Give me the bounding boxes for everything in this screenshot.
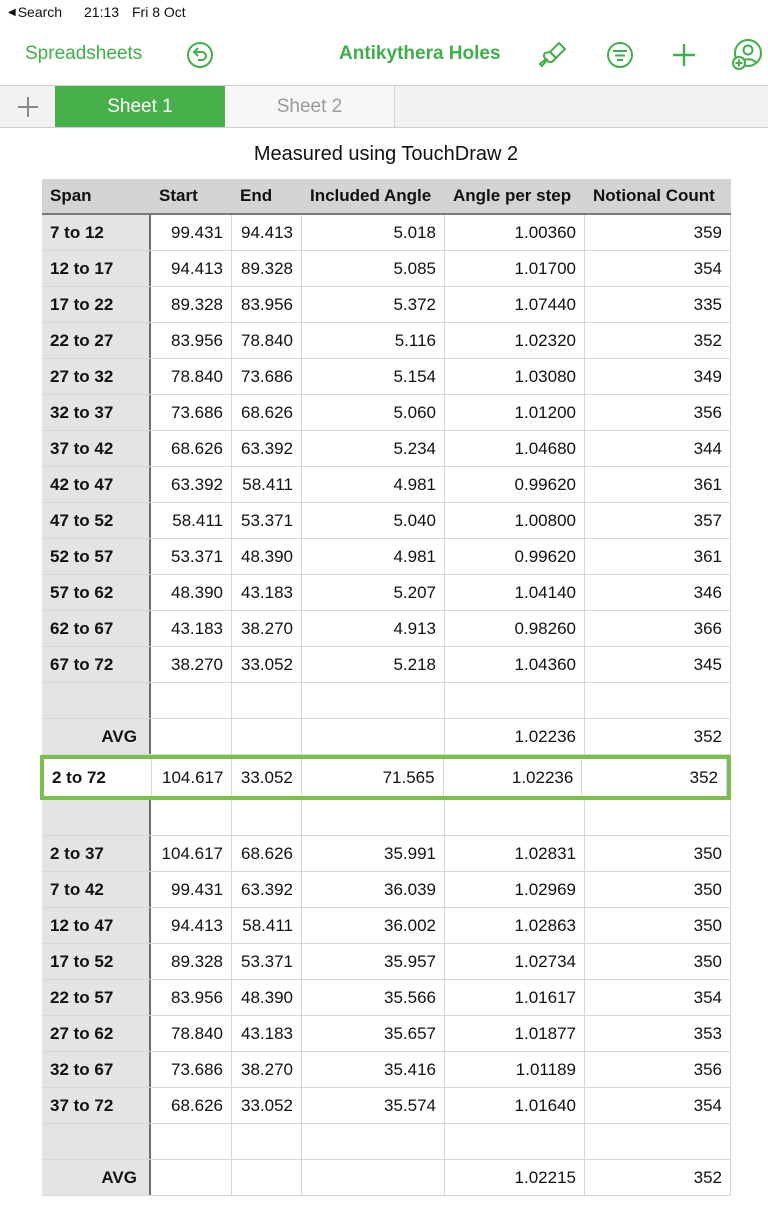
cell-angle-per-step[interactable]: 0.99620	[445, 539, 585, 574]
cell-notional-count[interactable]: 357	[585, 503, 731, 538]
cell-end[interactable]: 33.052	[232, 1088, 302, 1123]
cell-start[interactable]: 94.413	[151, 908, 232, 943]
cell-end[interactable]: 73.686	[232, 359, 302, 394]
cell-notional-count[interactable]: 349	[585, 359, 731, 394]
cell-angle-per-step[interactable]	[445, 800, 585, 835]
cell-end[interactable]: 68.626	[232, 836, 302, 871]
cell-end[interactable]: 38.270	[232, 1052, 302, 1087]
cell-angle-per-step[interactable]: 1.02215	[445, 1160, 585, 1195]
cell-included-angle[interactable]: 5.116	[302, 323, 445, 358]
cell-included-angle[interactable]	[302, 683, 445, 718]
table-row-selected[interactable]	[40, 755, 731, 800]
cell-notional-count[interactable]: 352	[585, 323, 731, 358]
cell-notional-count[interactable]: 359	[585, 215, 731, 250]
cell-span[interactable]: 27 to 32	[42, 359, 151, 394]
cell-included-angle[interactable]: 71.565	[302, 759, 444, 796]
cell-included-angle[interactable]: 5.085	[302, 251, 445, 286]
cell-notional-count[interactable]: 361	[585, 467, 731, 502]
cell-end[interactable]	[232, 1124, 302, 1159]
cell-angle-per-step[interactable]: 0.98260	[445, 611, 585, 646]
cell-angle-per-step[interactable]: 1.01200	[445, 395, 585, 430]
table-row[interactable]	[42, 611, 731, 647]
cell-start[interactable]: 43.183	[151, 611, 232, 646]
table-row[interactable]	[42, 908, 731, 944]
cell-end[interactable]: 33.052	[232, 759, 301, 796]
cell-span[interactable]	[42, 800, 151, 835]
cell-end[interactable]: 48.390	[232, 539, 302, 574]
cell-included-angle[interactable]: 4.981	[302, 539, 445, 574]
cell-end[interactable]: 53.371	[232, 503, 302, 538]
status-bar	[0, 0, 768, 26]
cell-angle-per-step[interactable]: 1.02863	[445, 908, 585, 943]
cell-notional-count[interactable]: 354	[585, 1088, 731, 1123]
cell-span[interactable]: 32 to 67	[42, 1052, 151, 1087]
cell-angle-per-step[interactable]: 0.99620	[445, 467, 585, 502]
cell-span[interactable]: 22 to 57	[42, 980, 151, 1015]
cell-start[interactable]: 104.617	[152, 759, 232, 796]
table-row[interactable]	[42, 1052, 731, 1088]
cell-angle-per-step[interactable]	[445, 1124, 585, 1159]
cell-span[interactable]: 2 to 72	[44, 759, 152, 796]
cell-angle-per-step[interactable]	[445, 683, 585, 718]
cell-angle-per-step[interactable]: 1.01189	[445, 1052, 585, 1087]
cell-start[interactable]: 99.431	[151, 872, 232, 907]
cell-start[interactable]: 104.617	[151, 836, 232, 871]
cell-angle-per-step[interactable]: 1.04680	[445, 431, 585, 466]
cell-notional-count[interactable]	[585, 800, 731, 835]
cell-end[interactable]: 48.390	[232, 980, 302, 1015]
cell-notional-count[interactable]: 361	[585, 539, 731, 574]
tab-sheet-2[interactable]: Sheet 2	[225, 86, 395, 127]
cell-angle-per-step[interactable]: 1.02236	[445, 719, 585, 754]
document-title[interactable]: Antikythera Holes	[339, 43, 501, 64]
sheet-tab-bar	[0, 85, 768, 128]
undo-icon[interactable]	[184, 39, 216, 71]
cell-notional-count[interactable]: 350	[585, 944, 731, 979]
cell-start[interactable]	[151, 1124, 232, 1159]
cell-start[interactable]: 99.431	[151, 215, 232, 250]
cell-notional-count[interactable]: 346	[585, 575, 731, 610]
cell-notional-count[interactable]: 354	[585, 980, 731, 1015]
table-row[interactable]	[42, 359, 731, 395]
cell-angle-per-step[interactable]: 1.04140	[445, 575, 585, 610]
table-row[interactable]	[42, 719, 731, 755]
data-table[interactable]	[42, 179, 731, 1196]
cell-notional-count[interactable]: 335	[585, 287, 731, 322]
cell-start[interactable]: 73.686	[151, 1052, 232, 1087]
cell-included-angle[interactable]: 35.574	[302, 1088, 445, 1123]
cell-end[interactable]	[232, 1160, 302, 1195]
table-row[interactable]	[42, 503, 731, 539]
cell-start[interactable]: 38.270	[151, 647, 232, 682]
cell-end[interactable]	[232, 800, 302, 835]
table-row[interactable]	[42, 836, 731, 872]
cell-end[interactable]: 43.183	[232, 1016, 302, 1051]
cell-angle-per-step[interactable]: 1.01877	[445, 1016, 585, 1051]
cell-start[interactable]: 83.956	[151, 980, 232, 1015]
table-row[interactable]	[42, 395, 731, 431]
cell-included-angle[interactable]: 35.416	[302, 1052, 445, 1087]
table-row[interactable]	[42, 1160, 731, 1196]
cell-span[interactable]: 22 to 27	[42, 323, 151, 358]
column-header-end[interactable]: End	[240, 186, 273, 205]
cell-angle-per-step[interactable]: 1.02831	[445, 836, 585, 871]
cell-span[interactable]: 42 to 47	[42, 467, 151, 502]
cell-notional-count[interactable]: 345	[585, 647, 731, 682]
status-time: 21:13	[84, 4, 120, 20]
cell-end[interactable]: 89.328	[232, 251, 302, 286]
cell-start[interactable]	[151, 1160, 232, 1195]
cell-start[interactable]: 78.840	[151, 1016, 232, 1051]
cell-angle-per-step[interactable]: 1.00360	[445, 215, 585, 250]
cell-end[interactable]: 53.371	[232, 944, 302, 979]
cell-notional-count[interactable]	[585, 1124, 731, 1159]
cell-notional-count[interactable]: 344	[585, 431, 731, 466]
collaborate-icon[interactable]	[731, 39, 763, 71]
table-row[interactable]	[42, 539, 731, 575]
table-row[interactable]	[42, 215, 731, 251]
table-row[interactable]	[42, 251, 731, 287]
cell-start[interactable]: 68.626	[151, 1088, 232, 1123]
back-to-search[interactable]	[8, 4, 62, 20]
cell-start[interactable]	[151, 800, 232, 835]
cell-notional-count[interactable]: 350	[585, 836, 731, 871]
cell-end[interactable]: 94.413	[232, 215, 302, 250]
table-row[interactable]	[42, 287, 731, 323]
cell-span[interactable]	[42, 683, 151, 718]
cell-start[interactable]: 53.371	[151, 539, 232, 574]
cell-span[interactable]: 47 to 52	[42, 503, 151, 538]
cell-span[interactable]: 12 to 17	[42, 251, 151, 286]
cell-span[interactable]: 17 to 22	[42, 287, 151, 322]
cell-span[interactable]: 12 to 47	[42, 908, 151, 943]
cell-start[interactable]: 78.840	[151, 359, 232, 394]
cell-end[interactable]	[232, 719, 302, 754]
table-row[interactable]	[42, 323, 731, 359]
table-title: Measured using TouchDraw 2	[253, 143, 519, 165]
cell-included-angle[interactable]: 5.207	[302, 575, 445, 610]
cell-start[interactable]: 89.328	[151, 287, 232, 322]
tab-sheet-1[interactable]: Sheet 1	[55, 86, 225, 127]
cell-angle-per-step[interactable]: 1.01617	[445, 980, 585, 1015]
cell-end[interactable]: 38.270	[232, 611, 302, 646]
cell-start[interactable]: 58.411	[151, 503, 232, 538]
cell-included-angle[interactable]	[302, 719, 445, 754]
cell-start[interactable]: 83.956	[151, 323, 232, 358]
back-triangle-icon: ◀	[8, 6, 16, 18]
cell-included-angle[interactable]: 35.957	[302, 944, 445, 979]
column-header-span[interactable]: Span	[50, 186, 92, 205]
cell-included-angle[interactable]: 35.657	[302, 1016, 445, 1051]
cell-end[interactable]: 58.411	[232, 467, 302, 502]
cell-included-angle[interactable]	[302, 800, 445, 835]
cell-span[interactable]: 67 to 72	[42, 647, 151, 682]
cell-span[interactable]	[42, 1124, 151, 1159]
cell-end[interactable]: 33.052	[232, 647, 302, 682]
cell-notional-count[interactable]: 356	[585, 1052, 731, 1087]
cell-end[interactable]: 63.392	[232, 872, 302, 907]
cell-notional-count[interactable]: 353	[585, 1016, 731, 1051]
cell-included-angle[interactable]: 5.234	[302, 431, 445, 466]
cell-span[interactable]: 37 to 42	[42, 431, 151, 466]
filter-icon[interactable]	[604, 39, 636, 71]
cell-included-angle[interactable]: 36.002	[302, 908, 445, 943]
cell-span[interactable]: 7 to 12	[42, 215, 151, 250]
cell-notional-count[interactable]: 350	[585, 908, 731, 943]
cell-end[interactable]: 63.392	[232, 431, 302, 466]
cell-angle-per-step[interactable]: 1.02320	[445, 323, 585, 358]
table-row[interactable]	[42, 575, 731, 611]
cell-angle-per-step[interactable]: 1.01640	[445, 1088, 585, 1123]
spreadsheets-back-link[interactable]: Spreadsheets	[25, 43, 143, 64]
cell-included-angle[interactable]: 5.154	[302, 359, 445, 394]
cell-included-angle[interactable]: 5.040	[302, 503, 445, 538]
cell-included-angle[interactable]: 5.060	[302, 395, 445, 430]
cell-included-angle[interactable]	[302, 1160, 445, 1195]
table-row[interactable]	[42, 647, 731, 683]
cell-span[interactable]: 17 to 52	[42, 944, 151, 979]
cell-notional-count[interactable]: 352	[585, 1160, 731, 1195]
table-row[interactable]	[42, 431, 731, 467]
cell-start[interactable]: 68.626	[151, 431, 232, 466]
cell-notional-count[interactable]: 352	[582, 759, 727, 796]
cell-angle-per-step[interactable]: 1.00800	[445, 503, 585, 538]
table-body	[42, 215, 731, 1196]
cell-start[interactable]: 94.413	[151, 251, 232, 286]
cell-span[interactable]: AVG	[42, 1160, 151, 1195]
back-label: Search	[17, 4, 63, 20]
column-header-included-angle[interactable]: Included Angle	[310, 186, 432, 205]
column-header-notional-count[interactable]: Notional Count	[593, 186, 715, 205]
cell-angle-per-step[interactable]: 1.01700	[445, 251, 585, 286]
cell-span[interactable]: 57 to 62	[42, 575, 151, 610]
cell-span[interactable]: 7 to 42	[42, 872, 151, 907]
cell-included-angle[interactable]: 35.566	[302, 980, 445, 1015]
add-sheet-button[interactable]	[0, 86, 55, 127]
cell-span[interactable]: 27 to 62	[42, 1016, 151, 1051]
paintbrush-icon[interactable]	[537, 39, 569, 71]
cell-angle-per-step[interactable]: 1.03080	[445, 359, 585, 394]
plus-icon	[17, 96, 39, 118]
cell-angle-per-step[interactable]: 1.02734	[445, 944, 585, 979]
cell-notional-count[interactable]: 350	[585, 872, 731, 907]
cell-angle-per-step[interactable]: 1.02969	[445, 872, 585, 907]
cell-angle-per-step[interactable]: 1.04360	[445, 647, 585, 682]
cell-end[interactable]: 83.956	[232, 287, 302, 322]
cell-included-angle[interactable]	[302, 1124, 445, 1159]
column-header-start[interactable]: Start	[159, 186, 198, 205]
cell-included-angle[interactable]: 4.913	[302, 611, 445, 646]
cell-end[interactable]: 58.411	[232, 908, 302, 943]
table-row[interactable]	[42, 944, 731, 980]
cell-span[interactable]: 52 to 57	[42, 539, 151, 574]
table-row[interactable]	[42, 683, 731, 719]
cell-start[interactable]: 63.392	[151, 467, 232, 502]
cell-end[interactable]	[232, 683, 302, 718]
cell-included-angle[interactable]: 5.018	[302, 215, 445, 250]
cell-end[interactable]: 78.840	[232, 323, 302, 358]
cell-notional-count[interactable]: 352	[585, 719, 731, 754]
cell-notional-count[interactable]: 366	[585, 611, 731, 646]
toolbar	[0, 26, 768, 85]
cell-notional-count[interactable]: 356	[585, 395, 731, 430]
cell-notional-count[interactable]: 354	[585, 251, 731, 286]
status-date: Fri 8 Oct	[132, 4, 186, 20]
cell-start[interactable]	[151, 683, 232, 718]
table-row[interactable]	[42, 1016, 731, 1052]
cell-start[interactable]	[151, 719, 232, 754]
cell-included-angle[interactable]: 35.991	[302, 836, 445, 871]
cell-end[interactable]: 68.626	[232, 395, 302, 430]
cell-included-angle[interactable]: 5.218	[302, 647, 445, 682]
cell-notional-count[interactable]	[585, 683, 731, 718]
table-header-row	[42, 179, 731, 215]
cell-angle-per-step[interactable]: 1.02236	[444, 759, 583, 796]
cell-span[interactable]: 32 to 37	[42, 395, 151, 430]
cell-start[interactable]: 48.390	[151, 575, 232, 610]
cell-angle-per-step[interactable]: 1.07440	[445, 287, 585, 322]
table-row[interactable]	[42, 980, 731, 1016]
cell-included-angle[interactable]: 5.372	[302, 287, 445, 322]
table-row[interactable]	[42, 467, 731, 503]
table-row[interactable]	[42, 800, 731, 836]
cell-start[interactable]: 89.328	[151, 944, 232, 979]
cell-included-angle[interactable]: 4.981	[302, 467, 445, 502]
cell-start[interactable]: 73.686	[151, 395, 232, 430]
cell-end[interactable]: 43.183	[232, 575, 302, 610]
table-row[interactable]	[42, 872, 731, 908]
cell-span[interactable]: 62 to 67	[42, 611, 151, 646]
cell-included-angle[interactable]: 36.039	[302, 872, 445, 907]
table-row[interactable]	[42, 1124, 731, 1160]
cell-span[interactable]: 37 to 72	[42, 1088, 151, 1123]
add-icon[interactable]	[668, 39, 700, 71]
cell-span[interactable]: 2 to 37	[42, 836, 151, 871]
column-header-angle-per-step[interactable]: Angle per step	[453, 186, 572, 205]
cell-span[interactable]: AVG	[42, 719, 151, 754]
table-row[interactable]	[42, 1088, 731, 1124]
